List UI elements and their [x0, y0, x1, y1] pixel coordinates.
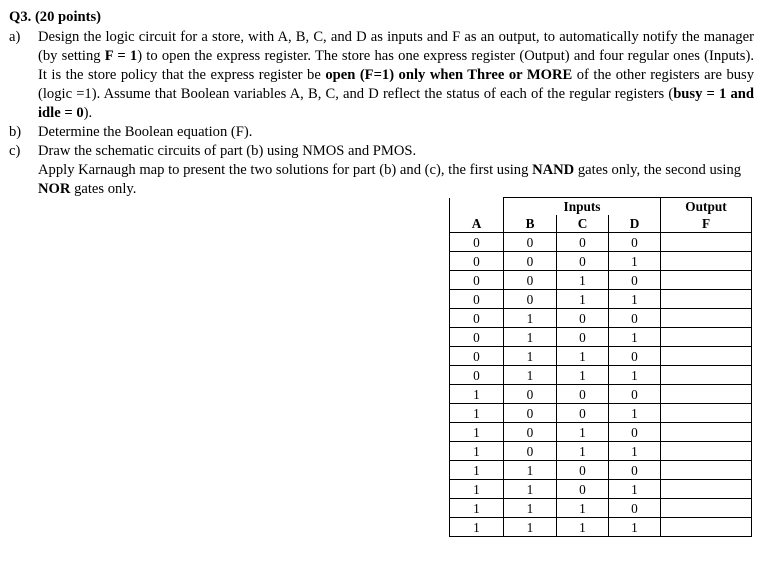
cell-a: 1	[450, 423, 504, 442]
text-run: ) to open the express register. The store has one express register (Output) and four regular ones (Inputs). It is the store policy that the express register be	[38, 48, 754, 83]
cell-b: 0	[504, 404, 557, 423]
cell-b: 1	[504, 366, 557, 385]
part-label: a)	[9, 29, 21, 45]
cell-d: 1	[609, 404, 661, 423]
cell-f	[661, 404, 752, 423]
part-text	[38, 28, 754, 123]
cell-a: 0	[450, 347, 504, 366]
cell-b: 1	[504, 518, 557, 537]
table-row	[450, 252, 752, 271]
cell-c: 1	[557, 423, 609, 442]
column-header-d: D	[609, 215, 661, 233]
text-run: Determine the Boolean equation (F).	[38, 124, 253, 140]
cell-b: 0	[504, 233, 557, 252]
cell-c: 0	[557, 480, 609, 499]
cell-d: 1	[609, 518, 661, 537]
text-run: Apply Karnaugh map to present the two solutions for part (b) and (c), the first using	[38, 162, 533, 178]
text-run: gates only.	[70, 181, 137, 197]
cell-c: 1	[557, 271, 609, 290]
cell-d: 0	[609, 499, 661, 518]
table-row	[450, 404, 752, 423]
part-label: c)	[9, 143, 21, 159]
column-header-f: F	[661, 215, 752, 233]
cell-d: 1	[609, 328, 661, 347]
text-run: ).	[83, 105, 93, 121]
cell-a: 1	[450, 518, 504, 537]
cell-a: 1	[450, 385, 504, 404]
cell-f	[661, 480, 752, 499]
table-row	[450, 480, 752, 499]
cell-d: 0	[609, 461, 661, 480]
truth-table	[449, 197, 752, 537]
cell-f	[661, 252, 752, 271]
cell-c: 1	[557, 499, 609, 518]
cell-d: 0	[609, 233, 661, 252]
cell-d: 1	[609, 252, 661, 271]
cell-d: 0	[609, 423, 661, 442]
cell-c: 1	[557, 442, 609, 461]
cell-a: 0	[450, 328, 504, 347]
cell-c: 0	[557, 385, 609, 404]
cell-d: 0	[609, 271, 661, 290]
cell-f	[661, 271, 752, 290]
cell-a: 1	[450, 442, 504, 461]
bold-text: NAND	[532, 162, 575, 178]
cell-b: 1	[504, 328, 557, 347]
cell-a: 0	[450, 252, 504, 271]
text-run: Draw the schematic circuits of part (b) using NMOS and PMOS.	[38, 143, 417, 159]
inputs-group-header: Inputs	[504, 198, 661, 216]
cell-b: 0	[504, 271, 557, 290]
table-header-empty	[450, 198, 504, 216]
part-text	[38, 123, 754, 142]
text-run: Design the logic circuit for a store, with A, B, C, and D as inputs and F as an output, to automatically notify the manager (by setting	[38, 29, 754, 64]
cell-b: 1	[504, 480, 557, 499]
cell-a: 1	[450, 461, 504, 480]
cell-a: 0	[450, 366, 504, 385]
cell-a: 1	[450, 480, 504, 499]
question-heading: Q3. (20 points)	[9, 9, 102, 25]
table-row	[450, 461, 752, 480]
cell-a: 1	[450, 404, 504, 423]
bold-text: NOR	[38, 181, 71, 197]
cell-f	[661, 328, 752, 347]
table-row	[450, 442, 752, 461]
bold-text: open (F=1) only when Three or MORE	[325, 67, 573, 83]
cell-b: 1	[504, 347, 557, 366]
cell-f	[661, 442, 752, 461]
cell-b: 0	[504, 423, 557, 442]
cell-c: 1	[557, 366, 609, 385]
cell-c: 0	[557, 461, 609, 480]
cell-b: 0	[504, 442, 557, 461]
cell-f	[661, 499, 752, 518]
table-row	[450, 499, 752, 518]
table-row	[450, 309, 752, 328]
column-header-b: B	[504, 215, 557, 233]
cell-f	[661, 461, 752, 480]
cell-d: 1	[609, 366, 661, 385]
cell-b: 0	[504, 385, 557, 404]
table-row	[450, 423, 752, 442]
table-row	[450, 518, 752, 537]
bold-text: F = 1	[104, 48, 138, 64]
cell-f	[661, 423, 752, 442]
cell-d: 1	[609, 442, 661, 461]
cell-a: 1	[450, 499, 504, 518]
cell-b: 0	[504, 252, 557, 271]
cell-b: 0	[504, 290, 557, 309]
cell-f	[661, 347, 752, 366]
cell-c: 1	[557, 518, 609, 537]
cell-a: 0	[450, 290, 504, 309]
table-row	[450, 385, 752, 404]
part-b	[9, 123, 754, 142]
table-row	[450, 328, 752, 347]
cell-c: 0	[557, 252, 609, 271]
part-c	[9, 142, 754, 199]
cell-d: 0	[609, 385, 661, 404]
cell-f	[661, 366, 752, 385]
cell-f	[661, 290, 752, 309]
text-run: gates only, the second using	[574, 162, 742, 178]
cell-f	[661, 385, 752, 404]
table-row	[450, 233, 752, 252]
cell-c: 0	[557, 328, 609, 347]
cell-c: 0	[557, 309, 609, 328]
cell-c: 0	[557, 404, 609, 423]
cell-c: 1	[557, 347, 609, 366]
cell-d: 0	[609, 309, 661, 328]
cell-d: 1	[609, 480, 661, 499]
cell-d: 1	[609, 290, 661, 309]
cell-c: 0	[557, 233, 609, 252]
output-group-header: Output	[661, 198, 752, 216]
column-header-c: C	[557, 215, 609, 233]
table-row	[450, 271, 752, 290]
cell-a: 0	[450, 233, 504, 252]
cell-b: 1	[504, 309, 557, 328]
table-row	[450, 347, 752, 366]
table-row	[450, 290, 752, 309]
cell-a: 0	[450, 271, 504, 290]
part-label: b)	[9, 124, 22, 140]
part-a	[9, 28, 754, 123]
cell-d: 0	[609, 347, 661, 366]
cell-f	[661, 518, 752, 537]
truth-table-body	[450, 233, 752, 537]
cell-a: 0	[450, 309, 504, 328]
column-header-a: A	[450, 215, 504, 233]
part-text	[38, 142, 754, 199]
table-row	[450, 366, 752, 385]
cell-f	[661, 233, 752, 252]
cell-f	[661, 309, 752, 328]
cell-b: 1	[504, 461, 557, 480]
cell-c: 1	[557, 290, 609, 309]
cell-b: 1	[504, 499, 557, 518]
text-run: of the other registers are busy (logic =1). Assume that Boolean variables A, B, C, and D reflect the status of each of the regular registers (	[38, 67, 755, 102]
bold-text: busy = 1 and idle = 0	[38, 86, 755, 121]
